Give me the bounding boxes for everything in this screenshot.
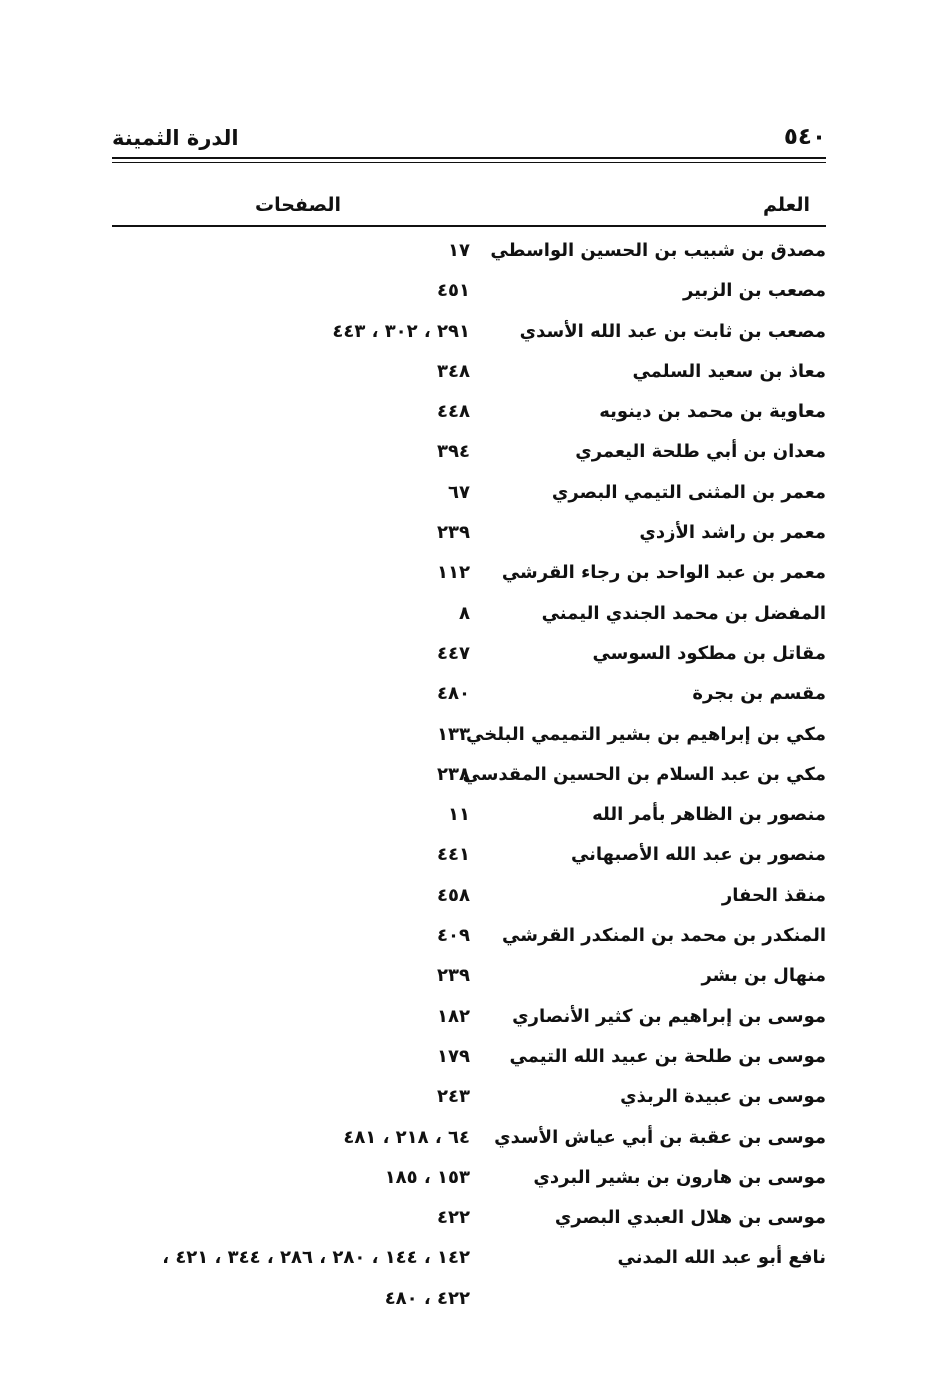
- index-row: [112, 518, 826, 558]
- index-row: [112, 1082, 826, 1122]
- entry-pages: ٣٩٤: [437, 441, 470, 463]
- entry-name: معاذ بن سعيد السلمي: [632, 360, 826, 382]
- index-row: [112, 800, 826, 840]
- index-row: [112, 236, 826, 276]
- entry-pages: ١٧٩: [437, 1045, 470, 1067]
- entry-pages: ٤٢٢: [437, 1207, 470, 1229]
- entry-pages: ٤٤٨: [437, 401, 470, 423]
- entry-name: معمر بن المثنى التيمي البصري: [551, 481, 826, 503]
- index-row: [112, 478, 826, 518]
- index-row: [112, 397, 826, 437]
- page-number: ٥٤٠: [783, 124, 826, 150]
- entry-name: معاوية بن محمد بن دينويه: [599, 401, 826, 423]
- entry-name: موسى بن عقبة بن أبي عياش الأسدي: [494, 1126, 826, 1148]
- entry-name: منصور بن الظاهر بأمر الله: [592, 804, 826, 826]
- entry-name: منقذ الحفار: [721, 884, 826, 906]
- entry-name: مقسم بن بجرة: [692, 683, 826, 705]
- index-row: [112, 276, 826, 316]
- entry-pages: ٤٥٨: [437, 884, 470, 906]
- index-row: [112, 840, 826, 880]
- column-header-rule: [112, 225, 826, 227]
- entry-pages: ٤٢٢ ، ٤٨٠: [384, 1287, 470, 1309]
- index-row: [112, 881, 826, 921]
- index-row: [112, 760, 826, 800]
- index-row: [112, 1042, 826, 1082]
- header-rule-thick: [112, 157, 826, 159]
- entry-name: مكي بن عبد السلام بن الحسين المقدسي: [462, 763, 826, 785]
- entry-pages: ٣٤٨: [437, 360, 470, 382]
- index-row: [112, 1123, 826, 1163]
- index-row-continuation: [112, 1284, 826, 1324]
- index-list: [112, 236, 826, 1324]
- index-row: [112, 1203, 826, 1243]
- entry-name: مصعب بن ثابت بن عبد الله الأسدي: [519, 320, 826, 342]
- entry-pages: ١٥٣ ، ١٨٥: [384, 1166, 470, 1188]
- entry-name: مصدق بن شبيب بن الحسين الواسطي: [490, 240, 826, 261]
- entry-pages: ١١: [448, 804, 470, 826]
- entry-pages: ٤٤٧: [437, 642, 470, 664]
- entry-pages: ٢٣٩: [437, 522, 470, 544]
- entry-name: المنكدر بن محمد بن المنكدر القرشي: [502, 925, 826, 947]
- index-row: [112, 437, 826, 477]
- entry-pages: ٤٥١: [437, 280, 470, 302]
- index-row: [112, 558, 826, 598]
- index-row: [112, 639, 826, 679]
- entry-name: معمر بن عبد الواحد بن رجاء القرشي: [501, 562, 826, 584]
- entry-name: المفضل بن محمد الجندي اليمني: [541, 602, 826, 624]
- entry-pages: ٤٨٠: [437, 683, 470, 705]
- entry-pages: ٤٠٩: [437, 925, 470, 947]
- entry-name: معمر بن راشد الأزدي: [639, 522, 826, 544]
- entry-name: موسى بن عبيدة الربذي: [620, 1086, 826, 1108]
- index-row: [112, 679, 826, 719]
- entry-pages: ٢٤٣: [437, 1086, 470, 1108]
- entry-name: موسى بن هلال العبدي البصري: [554, 1207, 826, 1229]
- index-row: [112, 1002, 826, 1042]
- index-row: [112, 357, 826, 397]
- entry-name: منصور بن عبد الله الأصبهاني: [570, 844, 826, 866]
- entry-name: موسى بن هارون بن بشير البردي: [533, 1166, 826, 1188]
- entry-name: موسى بن طلحة بن عبيد الله التيمي: [509, 1045, 826, 1067]
- header-rule-thin: [112, 162, 826, 163]
- index-row: [112, 599, 826, 639]
- entry-pages: ٦٤ ، ٢١٨ ، ٤٨١: [343, 1126, 470, 1148]
- entry-pages: ٤٤١: [437, 844, 470, 866]
- entry-name: معدان بن أبي طلحة اليعمري: [575, 441, 826, 463]
- index-row: [112, 720, 826, 760]
- index-row: [112, 1163, 826, 1203]
- entry-pages: ١١٢: [437, 562, 470, 584]
- entry-name: منهال بن بشر: [701, 965, 826, 987]
- entry-pages: ٢٣٨: [437, 763, 470, 785]
- book-title: الدرة الثمينة: [112, 126, 239, 150]
- index-row: [112, 961, 826, 1001]
- entry-pages: ٢٣٩: [437, 965, 470, 987]
- entry-name: نافع أبو عبد الله المدني: [617, 1247, 826, 1269]
- entry-pages: ١٨٢: [437, 1005, 470, 1027]
- entry-pages: ١٤٢ ، ١٤٤ ، ٢٨٠ ، ٢٨٦ ، ٣٤٤ ، ٤٢١ ،: [162, 1247, 470, 1269]
- index-row: [112, 1243, 826, 1283]
- entry-name: مكي بن إبراهيم بن بشير التميمي البلخي: [466, 723, 826, 745]
- column-header-pages: الصفحات: [255, 194, 341, 216]
- index-row: [112, 317, 826, 357]
- entry-name: موسى بن إبراهيم بن كثير الأنصاري: [512, 1005, 826, 1027]
- entry-pages: ٢٩١ ، ٣٠٢ ، ٤٤٣: [332, 320, 470, 342]
- entry-name: مصعب بن الزبير: [682, 280, 826, 302]
- column-header-name: العلم: [762, 194, 810, 216]
- entry-name: مقاتل بن مطكود السوسي: [592, 642, 826, 664]
- entry-pages: ١٣٣: [437, 723, 470, 745]
- entry-pages: ٦٧: [448, 481, 470, 503]
- entry-pages: ١٧: [448, 240, 470, 261]
- index-row: [112, 921, 826, 961]
- entry-pages: ٨: [459, 602, 470, 624]
